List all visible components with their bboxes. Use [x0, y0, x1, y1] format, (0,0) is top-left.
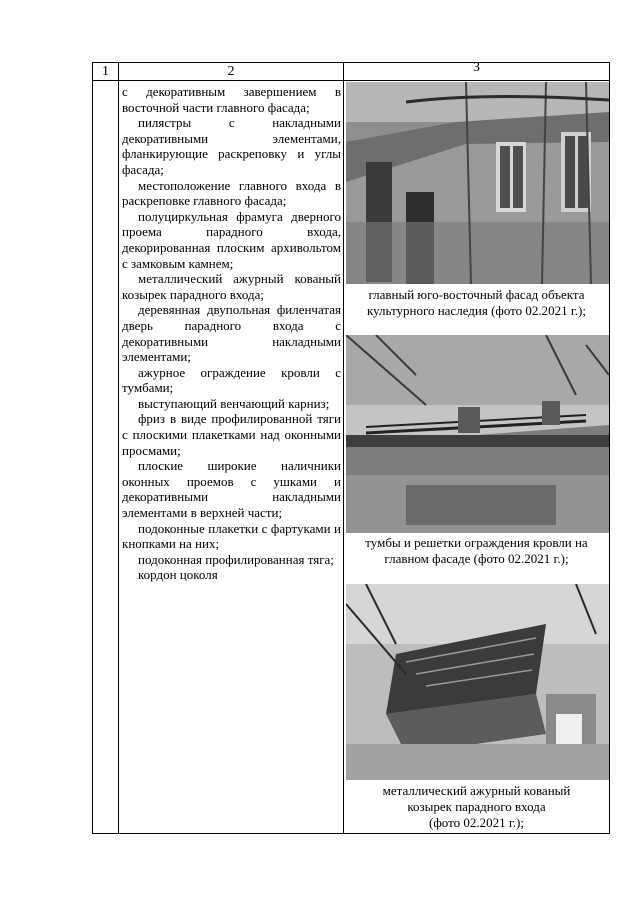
- header-col-1: 1: [102, 63, 109, 79]
- canopy-photo: [346, 584, 609, 780]
- column-divider-1: [118, 63, 119, 833]
- canopy-caption: [344, 783, 609, 831]
- header-col-2: 2: [227, 63, 235, 79]
- header-divider: [93, 80, 609, 81]
- heritage-table: [92, 59, 610, 834]
- feature-item: ажурное ограждение кровли с тумбами;: [122, 364, 341, 396]
- header-col-3: 3: [473, 59, 480, 75]
- features-list: [122, 84, 341, 583]
- feature-item: полуциркульная фрамуга дверного проема парадного входа, декорированная плоским архивольтом с замковым камнем;: [122, 208, 341, 271]
- feature-item: подоконные плакетки с фартуками и кнопками на них;: [122, 520, 341, 552]
- caption-line: (фото 02.2021 г.);: [429, 815, 524, 830]
- feature-item: пилястры с накладными декоративными элементами, фланкирующие раскреповку и углы фасада;: [122, 115, 341, 177]
- feature-item: деревянная двупольная филенчатая дверь парадного входа с декоративными накладными элементами;: [122, 302, 341, 365]
- feature-item: с декоративным завершением в восточной части главного фасада;: [122, 84, 341, 115]
- feature-item: подоконная профилированная тяга;: [138, 551, 334, 567]
- caption-line: козырек парадного входа: [407, 799, 546, 814]
- feature-item: плоские широкие наличники оконных проемов с ушками и декоративными накладными элементами в верхней части;: [122, 458, 341, 521]
- caption-line: металлический ажурный кованый: [382, 783, 571, 798]
- feature-item: кордон цоколя: [138, 567, 218, 583]
- roof-railing-caption: [344, 535, 609, 567]
- caption-line: главный юго-восточный фасад объекта: [368, 287, 585, 302]
- facade-caption: [344, 287, 609, 319]
- feature-item: выступающий венчающий карниз;: [138, 395, 330, 411]
- feature-item: местоположение главного входа в раскреповке главного фасада;: [122, 177, 341, 209]
- caption-line: главном фасаде (фото 02.2021 г.);: [384, 551, 569, 566]
- feature-item: металлический ажурный кованый козырек парадного входа;: [122, 271, 341, 302]
- caption-line: культурного наследия (фото 02.2021 г.);: [367, 303, 586, 318]
- roof-railing-photo: [346, 335, 609, 533]
- caption-line: тумбы и решетки ограждения кровли на: [365, 535, 588, 550]
- facade-photo: [346, 82, 609, 284]
- column-divider-2: [343, 63, 344, 833]
- feature-item: фриз в виде профилированной тяги с плоскими плакетками над оконными просмами;: [122, 411, 341, 458]
